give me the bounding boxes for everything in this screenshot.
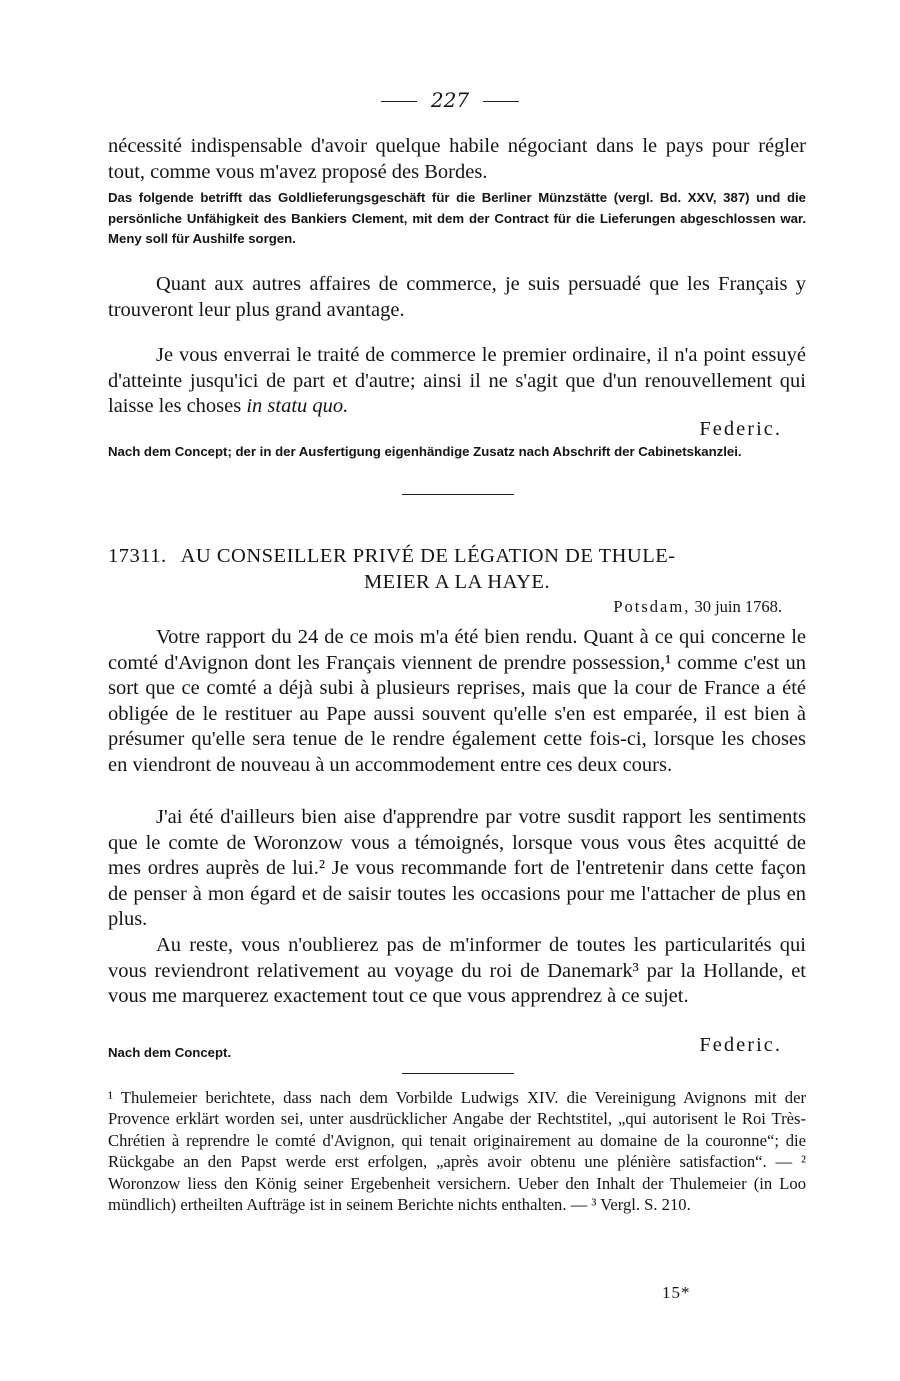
source-note-letter: Nach dem Concept. — [108, 1045, 232, 1060]
page-number-dash-right — [483, 101, 519, 102]
letter-paragraph-1: Votre rapport du 24 de ce mois m'a été bien rendu. Quant à ce qui concerne le comté d'Avignon dont les Français viennent de prendre possession,¹ comme c'est un sort que ce comté a déjà subi à plusieurs reprises, mais que la cour de France a été obligée de le restituer au Pape aussi souvent qu'elle s'en est emparée, il est bien à présumer qu'elle sera tenue de le rendre également cette fois-ci, lorsque les choses en viendront de nouveau à un accommodement entre ces deux cours. — [108, 626, 806, 776]
treaty-paragraph-italic: in statu quo. — [246, 395, 349, 418]
letter-heading-line1 — [108, 543, 806, 569]
place-date — [613, 597, 782, 617]
source-note-top: Nach dem Concept; der in der Ausfertigung eigenhändige Zusatz nach Abschrift der Cabinetskanzlei. — [108, 444, 742, 459]
section-divider-bottom — [402, 1073, 514, 1074]
signature-letter: Federic. — [699, 1034, 782, 1056]
page-number-dash-left — [381, 101, 417, 102]
commerce-paragraph: Quant aux autres affaires de commerce, je suis persuadé que les Français y trouveront leur plus grand avantage. — [108, 273, 806, 321]
letter-paragraph-2: J'ai été d'ailleurs bien aise d'apprendre par votre susdit rapport les sentiments que le comte de Woronzow vous a témoignés, lorsque vous vous êtes acquitté de mes ordres auprès de lui.² Je vous recommande fort de l'entretenir dans cette façon de penser à mon égard et de saisir toutes les occasions pour me l'attacher de plus en plus. — [108, 806, 806, 931]
letter-heading-line2: MEIER A LA HAYE. — [363, 571, 551, 593]
signature-mark: 15* — [662, 1283, 691, 1302]
treaty-paragraph-text: Je vous enverrai le traité de commerce le premier ordinaire, il n'a point essuyé d'atteinte jusqu'ici de part et d'autre; ainsi il ne s'agit que d'un renouvellement qui laisse les choses — [108, 344, 806, 418]
letter-number: 17311. — [108, 545, 167, 567]
page-number-text: 227 — [430, 88, 470, 112]
page-number — [0, 88, 900, 112]
signature-top: Federic. — [699, 418, 782, 440]
letter-paragraph-3: Au reste, vous n'oublierez pas de m'informer de toutes les particularités qui vous reviendront relativement au voyage du roi de Danemark³ par la Hollande, et vous me marquerez exactement tout ce que vous apprendrez à ce sujet. — [108, 934, 806, 1008]
editorial-note: Das folgende betrifft das Goldlieferungsgeschäft für die Berliner Münzstätte (vergl. Bd. XXV, 387) und die persönliche Unfähigkeit des Bankiers Clement, mit dem der Contract für die Lieferungen abgeschlossen war. Meny soll für Aushilfe sorgen. — [108, 190, 806, 246]
continuation-paragraph: nécessité indispensable d'avoir quelque habile négociant dans le pays pour régler tout, comme vous m'avez proposé des Bordes. — [108, 135, 806, 183]
place: Potsdam, — [613, 597, 691, 616]
section-divider-top — [402, 494, 514, 495]
footnotes: ¹ Thulemeier berichtete, dass nach dem Vorbilde Ludwigs XIV. die Vereinigung Avignons mit der Provence erklärt worden sei, unter ausdrücklicher Angabe der Rechtstitel, „qui autorisent le Roi Très-Chrétien à reprendre le comté d'Avignon, qui tenait originairement au domaine de la couronne“; die Rückgabe an den Papst werde erst erfolgen, „après avoir obtenu une plénière satisfaction“. — ² Woronzow liess den König seiner Ergebenheit versichern. Ueber den Inhalt der Thulemeier (in Loo mündlich) ertheilten Aufträge ist in seinem Berichte nichts enthalten. — ³ Vergl. S. 210. — [108, 1088, 806, 1215]
letter-heading — [108, 543, 806, 595]
treaty-paragraph — [108, 343, 806, 420]
date: 30 juin 1768. — [694, 597, 782, 616]
letter-heading-text1: AU CONSEILLER PRIVÉ DE LÉGATION DE THULE- — [180, 545, 676, 567]
